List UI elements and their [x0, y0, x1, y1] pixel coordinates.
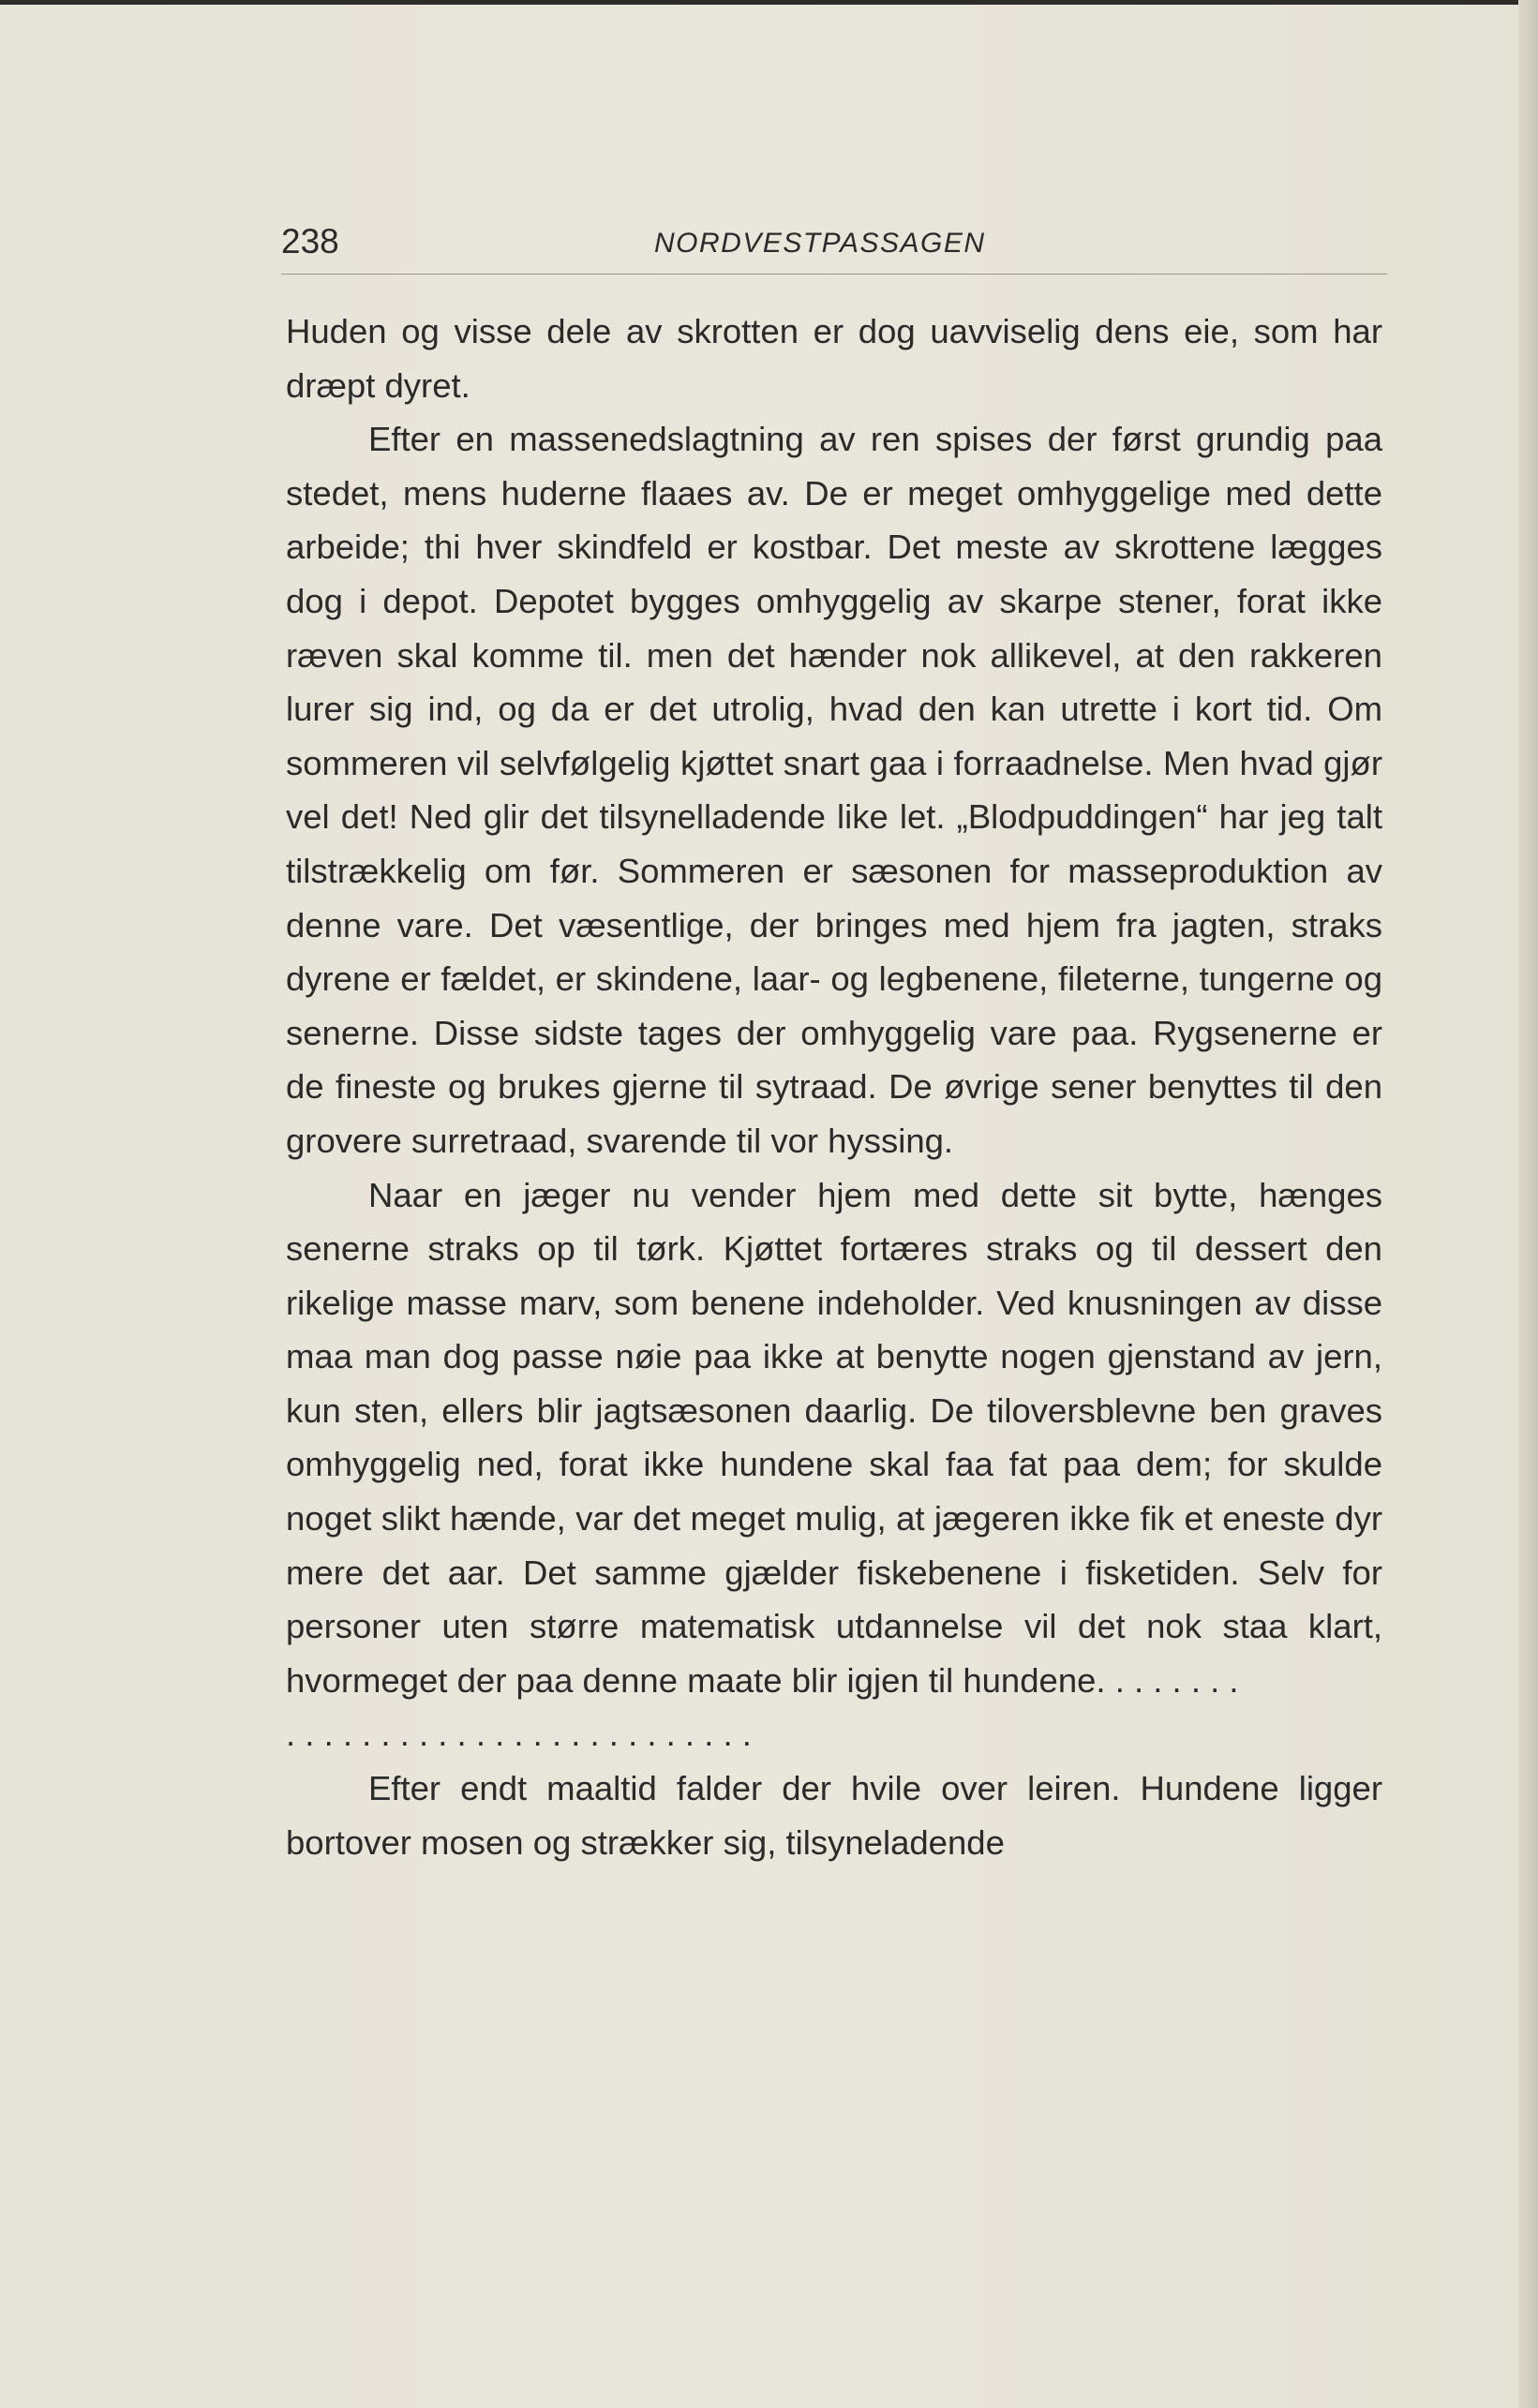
page-header — [281, 221, 1387, 275]
scan-top-border — [0, 0, 1538, 5]
paragraph-2: Efter en massenedslagtning av ren spises der først grundig paa stedet, mens huderne flaaes av. De er meget omhyggelige med dette arbeide; thi hver skindfeld er kostbar. Det meste av skrottene lægges dog i depot. Depotet bygges omhyggelig av skarpe stener, forat ikke ræven skal komme til. men det hænder nok allikevel, at den rakkeren lurer sig ind, og da er det utrolig, hvad den kan utrette i kort tid. Om sommeren vil selvfølgelig kjøttet snart gaa i forraadnelse. Men hvad gjør vel det! Ned glir det tilsynelladende like let. „Blodpuddingen“ har jeg talt tilstrækkelig om før. Sommeren er sæsonen for masseproduktion av denne vare. Det væsentlige, der bringes med hjem fra jagten, straks dyrene er fældet, er skindene, laar- og legbenene, fileterne, tungerne og senerne. Disse sidste tages der omhyggelig vare paa. Rygsenerne er de fineste og brukes gjerne til sytraad. De øvrige sener benyttes til den grovere surretraad, svarende til vor hyssing. — [286, 420, 1382, 1160]
paragraph-1: Huden og visse dele av skrotten er dog uavviselig dens eie, som har dræpt dyret. — [286, 312, 1382, 405]
page-edge-shadow — [1518, 0, 1538, 2408]
page-number: 238 — [281, 222, 339, 260]
body-text — [286, 305, 1382, 1869]
running-title: NORDVESTPASSAGEN — [654, 228, 986, 259]
ellipsis-line: . . . . . . . . . . . . . . . . . . . . . . . . . — [286, 1715, 752, 1754]
paragraph-3: Naar en jæger nu vender hjem med dette sit bytte, hænges senerne straks op til tørk. Kjøttet fortæres straks og til dessert den rikelige masse marv, som benene indeholder. Ved knusningen av disse maa man dog passe nøie paa ikke at benytte nogen gjenstand av jern, kun sten, ellers blir jagtsæsonen daarlig. De tiloversblevne ben graves omhyggelig ned, forat ikke hundene skal faa fat paa dem; for skulde noget slikt hænde, var det meget mulig, at jægeren ikke fik et eneste dyr mere det aar. Det samme gjælder fiskebenene i fisketiden. Selv for personer uten større matematisk utdannelse vil det nok staa klart, hvormeget der paa denne maate blir igjen til hundene. . . . . . . . — [286, 1175, 1382, 1700]
paragraph-4: Efter endt maaltid falder der hvile over leiren. Hundene ligger bortover mosen og strækker sig, tilsyneladende — [286, 1769, 1382, 1862]
